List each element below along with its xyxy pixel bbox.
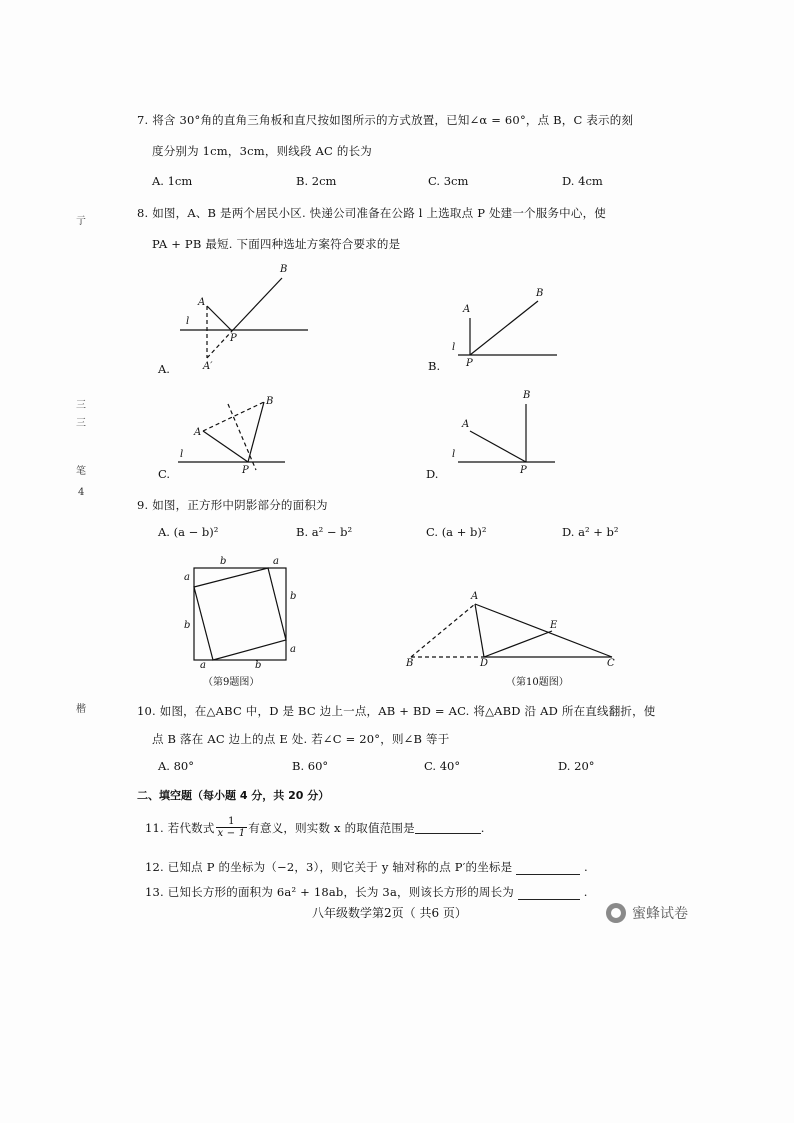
q12-line bbox=[145, 859, 588, 875]
q9-label-b-left: b bbox=[184, 620, 191, 631]
q10-label-b: B bbox=[406, 658, 414, 669]
q9-option-c: C. (a + b)² bbox=[426, 525, 487, 539]
q10-label-a: A bbox=[471, 591, 479, 602]
q7-line2: 度分别为 1cm，3cm，则线段 AC 的长为 bbox=[152, 144, 372, 158]
margin-mark: 笔 bbox=[76, 466, 86, 477]
q8-option-a: A. bbox=[158, 362, 170, 376]
margin-mark: 楷 bbox=[76, 704, 86, 715]
q8d-label-b: B bbox=[523, 390, 531, 401]
page-footer: 八年级数学第2页（ 共6 页） bbox=[312, 906, 467, 920]
q11-fraction bbox=[216, 816, 248, 839]
q9-label-a-left: a bbox=[184, 572, 190, 583]
margin-mark: 三 bbox=[76, 418, 86, 429]
q7-line1: 7. 将含 30°角的直角三角板和直尺按如图所示的方式放置，已知∠α = 60°，点 B，C 表示的刻 bbox=[137, 113, 634, 127]
q10-line2: 点 B 落在 AC 边上的点 E 处. 若∠C = 20°，则∠B 等于 bbox=[152, 732, 450, 746]
q9-label-a-top: a bbox=[273, 556, 279, 567]
q8d-label-p: P bbox=[520, 465, 527, 476]
q8a-label-aprime: A′ bbox=[203, 361, 213, 372]
q9-label-a-bottom: a bbox=[200, 660, 206, 671]
q9-label-a-right: a bbox=[290, 644, 296, 655]
q8a-label-a: A bbox=[198, 297, 206, 308]
q10-label-d: D bbox=[480, 658, 489, 669]
q12-text: 12. 已知点 P 的坐标为（−2，3），则它关于 y 轴对称的点 P′的坐标是 bbox=[145, 860, 513, 874]
q9-line1: 9. 如图，正方形中阴影部分的面积为 bbox=[137, 498, 328, 512]
q11-line bbox=[145, 816, 485, 839]
q8b-label-b: B bbox=[536, 288, 544, 299]
q10-label-e: E bbox=[550, 620, 558, 631]
q11-end: . bbox=[480, 820, 485, 835]
watermark-text: 蜜蜂试卷 bbox=[632, 906, 688, 922]
q9-label-b-bottom: b bbox=[255, 660, 262, 671]
q9-caption: （第9题图） bbox=[203, 677, 260, 688]
margin-mark: 4 bbox=[78, 487, 85, 498]
q8-option-b: B. bbox=[428, 359, 441, 373]
q10-option-c: C. 40° bbox=[424, 759, 461, 773]
q8c-label-b: B bbox=[266, 396, 274, 407]
margin-mark: 三 bbox=[76, 400, 86, 411]
q8c-label-l: l bbox=[180, 449, 184, 460]
q8d-label-a: A bbox=[462, 419, 470, 430]
q11-frac-num: 1 bbox=[216, 816, 248, 828]
q8b-label-l: l bbox=[452, 342, 456, 353]
q8-line2: PA + PB 最短. 下面四种选址方案符合要求的是 bbox=[152, 237, 401, 251]
q7-option-c: C. 3cm bbox=[428, 174, 469, 188]
q12-end: . bbox=[584, 860, 588, 874]
q11-suffix: 有意义，则实数 x 的取值范围是 bbox=[248, 820, 415, 835]
q13-text: 13. 已知长方形的面积为 6a² + 18ab，长为 3a，则该长方形的周长为 bbox=[145, 885, 515, 899]
q10-option-b: B. 60° bbox=[292, 759, 329, 773]
q8a-label-p: P bbox=[230, 333, 237, 344]
q11-answer-blank[interactable] bbox=[415, 821, 481, 834]
q12-answer-blank[interactable] bbox=[516, 862, 580, 875]
q8-option-c: C. bbox=[158, 467, 171, 481]
q13-line bbox=[145, 884, 588, 900]
q8c-label-a: A bbox=[194, 427, 202, 438]
q10-option-d: D. 20° bbox=[558, 759, 595, 773]
margin-mark: 亍 bbox=[76, 216, 86, 227]
q8b-label-a: A bbox=[463, 304, 471, 315]
q9-label-b-top: b bbox=[220, 556, 227, 567]
q8b-label-p: P bbox=[466, 358, 473, 369]
q11-prefix: 11. 若代数式 bbox=[145, 820, 215, 835]
q9-label-b-right: b bbox=[290, 591, 297, 602]
q8a-label-l: l bbox=[186, 316, 190, 327]
q9-option-d: D. a² + b² bbox=[562, 525, 619, 539]
q10-option-a: A. 80° bbox=[158, 759, 194, 773]
q8c-label-p: P bbox=[242, 465, 249, 476]
q10-caption: （第10题图） bbox=[506, 677, 569, 688]
q7-option-b: B. 2cm bbox=[296, 174, 337, 188]
section-title-fill-in: 二、填空题（每小题 4 分，共 20 分） bbox=[137, 789, 330, 802]
q8-option-d: D. bbox=[426, 467, 439, 481]
q7-option-d: D. 4cm bbox=[562, 174, 603, 188]
q13-end: . bbox=[583, 885, 588, 899]
q9-option-b: B. a² − b² bbox=[296, 525, 353, 539]
q10-line1: 10. 如图，在△ABC 中，D 是 BC 边上一点，AB + BD = AC. 将△ABD 沿 AD 所在直线翻折，使 bbox=[137, 704, 656, 718]
bee-logo-icon bbox=[606, 903, 626, 923]
q8d-label-l: l bbox=[452, 449, 456, 460]
q8a-label-b: B bbox=[280, 264, 288, 275]
q13-answer-blank[interactable] bbox=[518, 887, 580, 900]
q10-label-c: C bbox=[607, 658, 615, 669]
q11-frac-den: x − 1 bbox=[217, 828, 246, 839]
q8-line1: 8. 如图，A、B 是两个居民小区. 快递公司准备在公路 l 上选取点 P 处建一个服务中心，使 bbox=[137, 206, 606, 220]
watermark-logo bbox=[606, 903, 688, 923]
q7-option-a: A. 1cm bbox=[152, 174, 193, 188]
q9-option-a: A. (a − b)² bbox=[158, 525, 219, 539]
